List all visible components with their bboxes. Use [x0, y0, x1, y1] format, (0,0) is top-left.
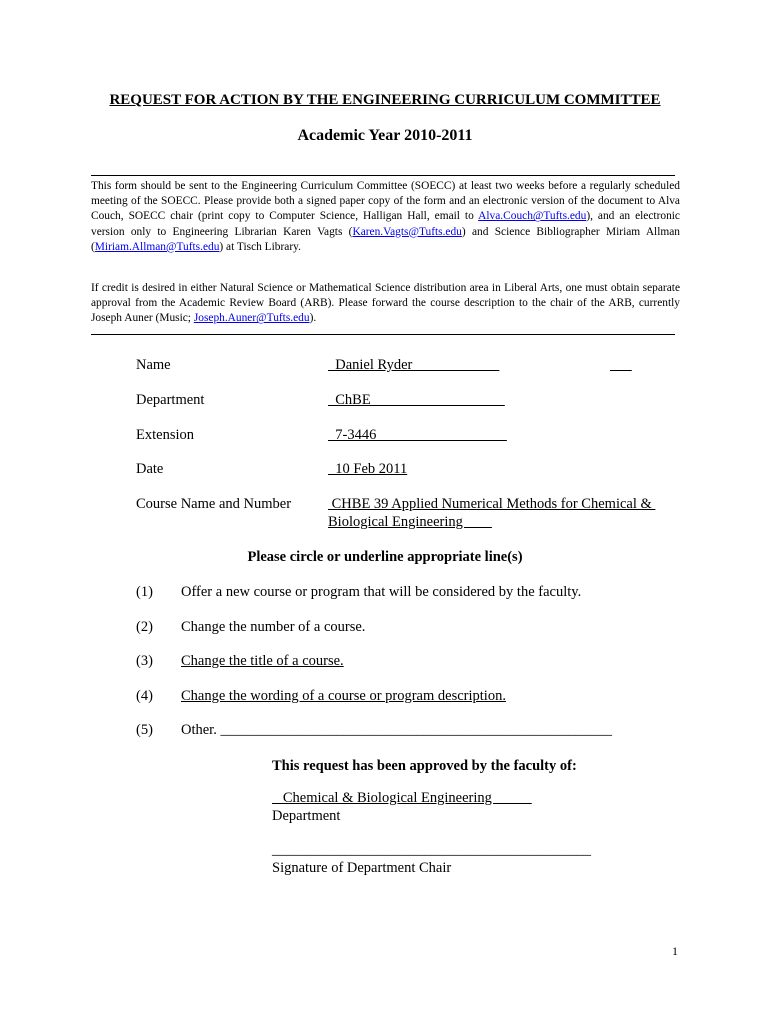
name-field[interactable]: Daniel Ryder: [328, 357, 500, 373]
option-number: (3): [136, 653, 153, 669]
extension-label: Extension: [136, 427, 194, 443]
intro-text-2: ), and an electronic version only to Engineering Librarian Karen Vagts (: [91, 210, 680, 238]
extension-field[interactable]: 7-3446: [328, 427, 507, 443]
department-field[interactable]: ChBE: [328, 392, 505, 408]
option-number: (1): [136, 584, 153, 600]
intro-paragraph-2: [91, 281, 680, 327]
course-field-line1[interactable]: CHBE 39 Applied Numerical Methods for Chemical &: [328, 496, 656, 512]
arb-text-2: ).: [309, 312, 317, 325]
intro-text-4: ) at Tisch Library.: [219, 240, 301, 253]
option-number: (2): [136, 619, 153, 635]
top-divider: [91, 175, 675, 176]
option-number: (4): [136, 688, 153, 704]
bottom-divider: [91, 334, 675, 335]
form-title: REQUEST FOR ACTION BY THE ENGINEERING CURRICULUM COMMITTEE: [109, 92, 661, 108]
option-change-description[interactable]: Change the wording of a course or program description.: [181, 688, 506, 704]
option-other[interactable]: Other. ______________________________________________________: [181, 722, 612, 738]
signature-line[interactable]: ____________________________________________: [272, 842, 591, 858]
intro-text-3: ) and Science Bibliographer Miriam Allman (: [91, 225, 680, 253]
name-extra-field[interactable]: [610, 357, 632, 374]
email-link-allman[interactable]: Miriam.Allman@Tufts.edu: [94, 240, 220, 253]
approval-heading: This request has been approved by the faculty of:: [272, 758, 577, 774]
approval-department-label: Department: [272, 808, 341, 824]
academic-year: Academic Year 2010-2011: [297, 127, 473, 144]
email-link-vagts[interactable]: Karen.Vagts@Tufts.edu: [352, 225, 462, 238]
date-field[interactable]: 10 Feb 2011: [328, 461, 408, 477]
signature-label: Signature of Department Chair: [272, 860, 452, 876]
email-link-auner[interactable]: Joseph.Auner@Tufts.edu: [193, 312, 310, 325]
department-label: Department: [136, 392, 205, 408]
option-change-title[interactable]: Change the title of a course.: [181, 653, 344, 669]
intro-paragraph-1: [91, 179, 680, 255]
intro-text-1: This form should be sent to the Engineering Curriculum Committee (SOECC) at least two weeks before a regularly scheduled meeting of the SOECC. Please provide both a signed paper copy of the form and an electronic version of the document to Alva Couch, SOECC chair (print copy to Computer Science, Halligan Hall, email to: [91, 180, 680, 223]
name-label: Name: [136, 357, 171, 373]
course-field-line2[interactable]: Biological Engineering: [328, 514, 492, 530]
page-number: 1: [672, 944, 678, 958]
date-label: Date: [136, 461, 164, 477]
arb-text-1: If credit is desired in either Natural Science or Mathematical Science distribution area in Liberal Arts, one must obtain separate approval from the Academic Review Board (ARB). Please forward the course description to the chair of the ARB, currently Joseph Auner (Music;: [91, 282, 680, 325]
course-label: Course Name and Number: [136, 496, 292, 512]
option-number: (5): [136, 722, 153, 738]
option-new-course[interactable]: Offer a new course or program that will be considered by the faculty.: [181, 584, 582, 600]
instructions-heading: Please circle or underline appropriate line(s): [247, 549, 523, 565]
email-link-couch[interactable]: Alva.Couch@Tufts.edu: [478, 210, 587, 223]
approval-department-field[interactable]: Chemical & Biological Engineering: [272, 790, 532, 806]
option-change-number[interactable]: Change the number of a course.: [181, 619, 366, 635]
